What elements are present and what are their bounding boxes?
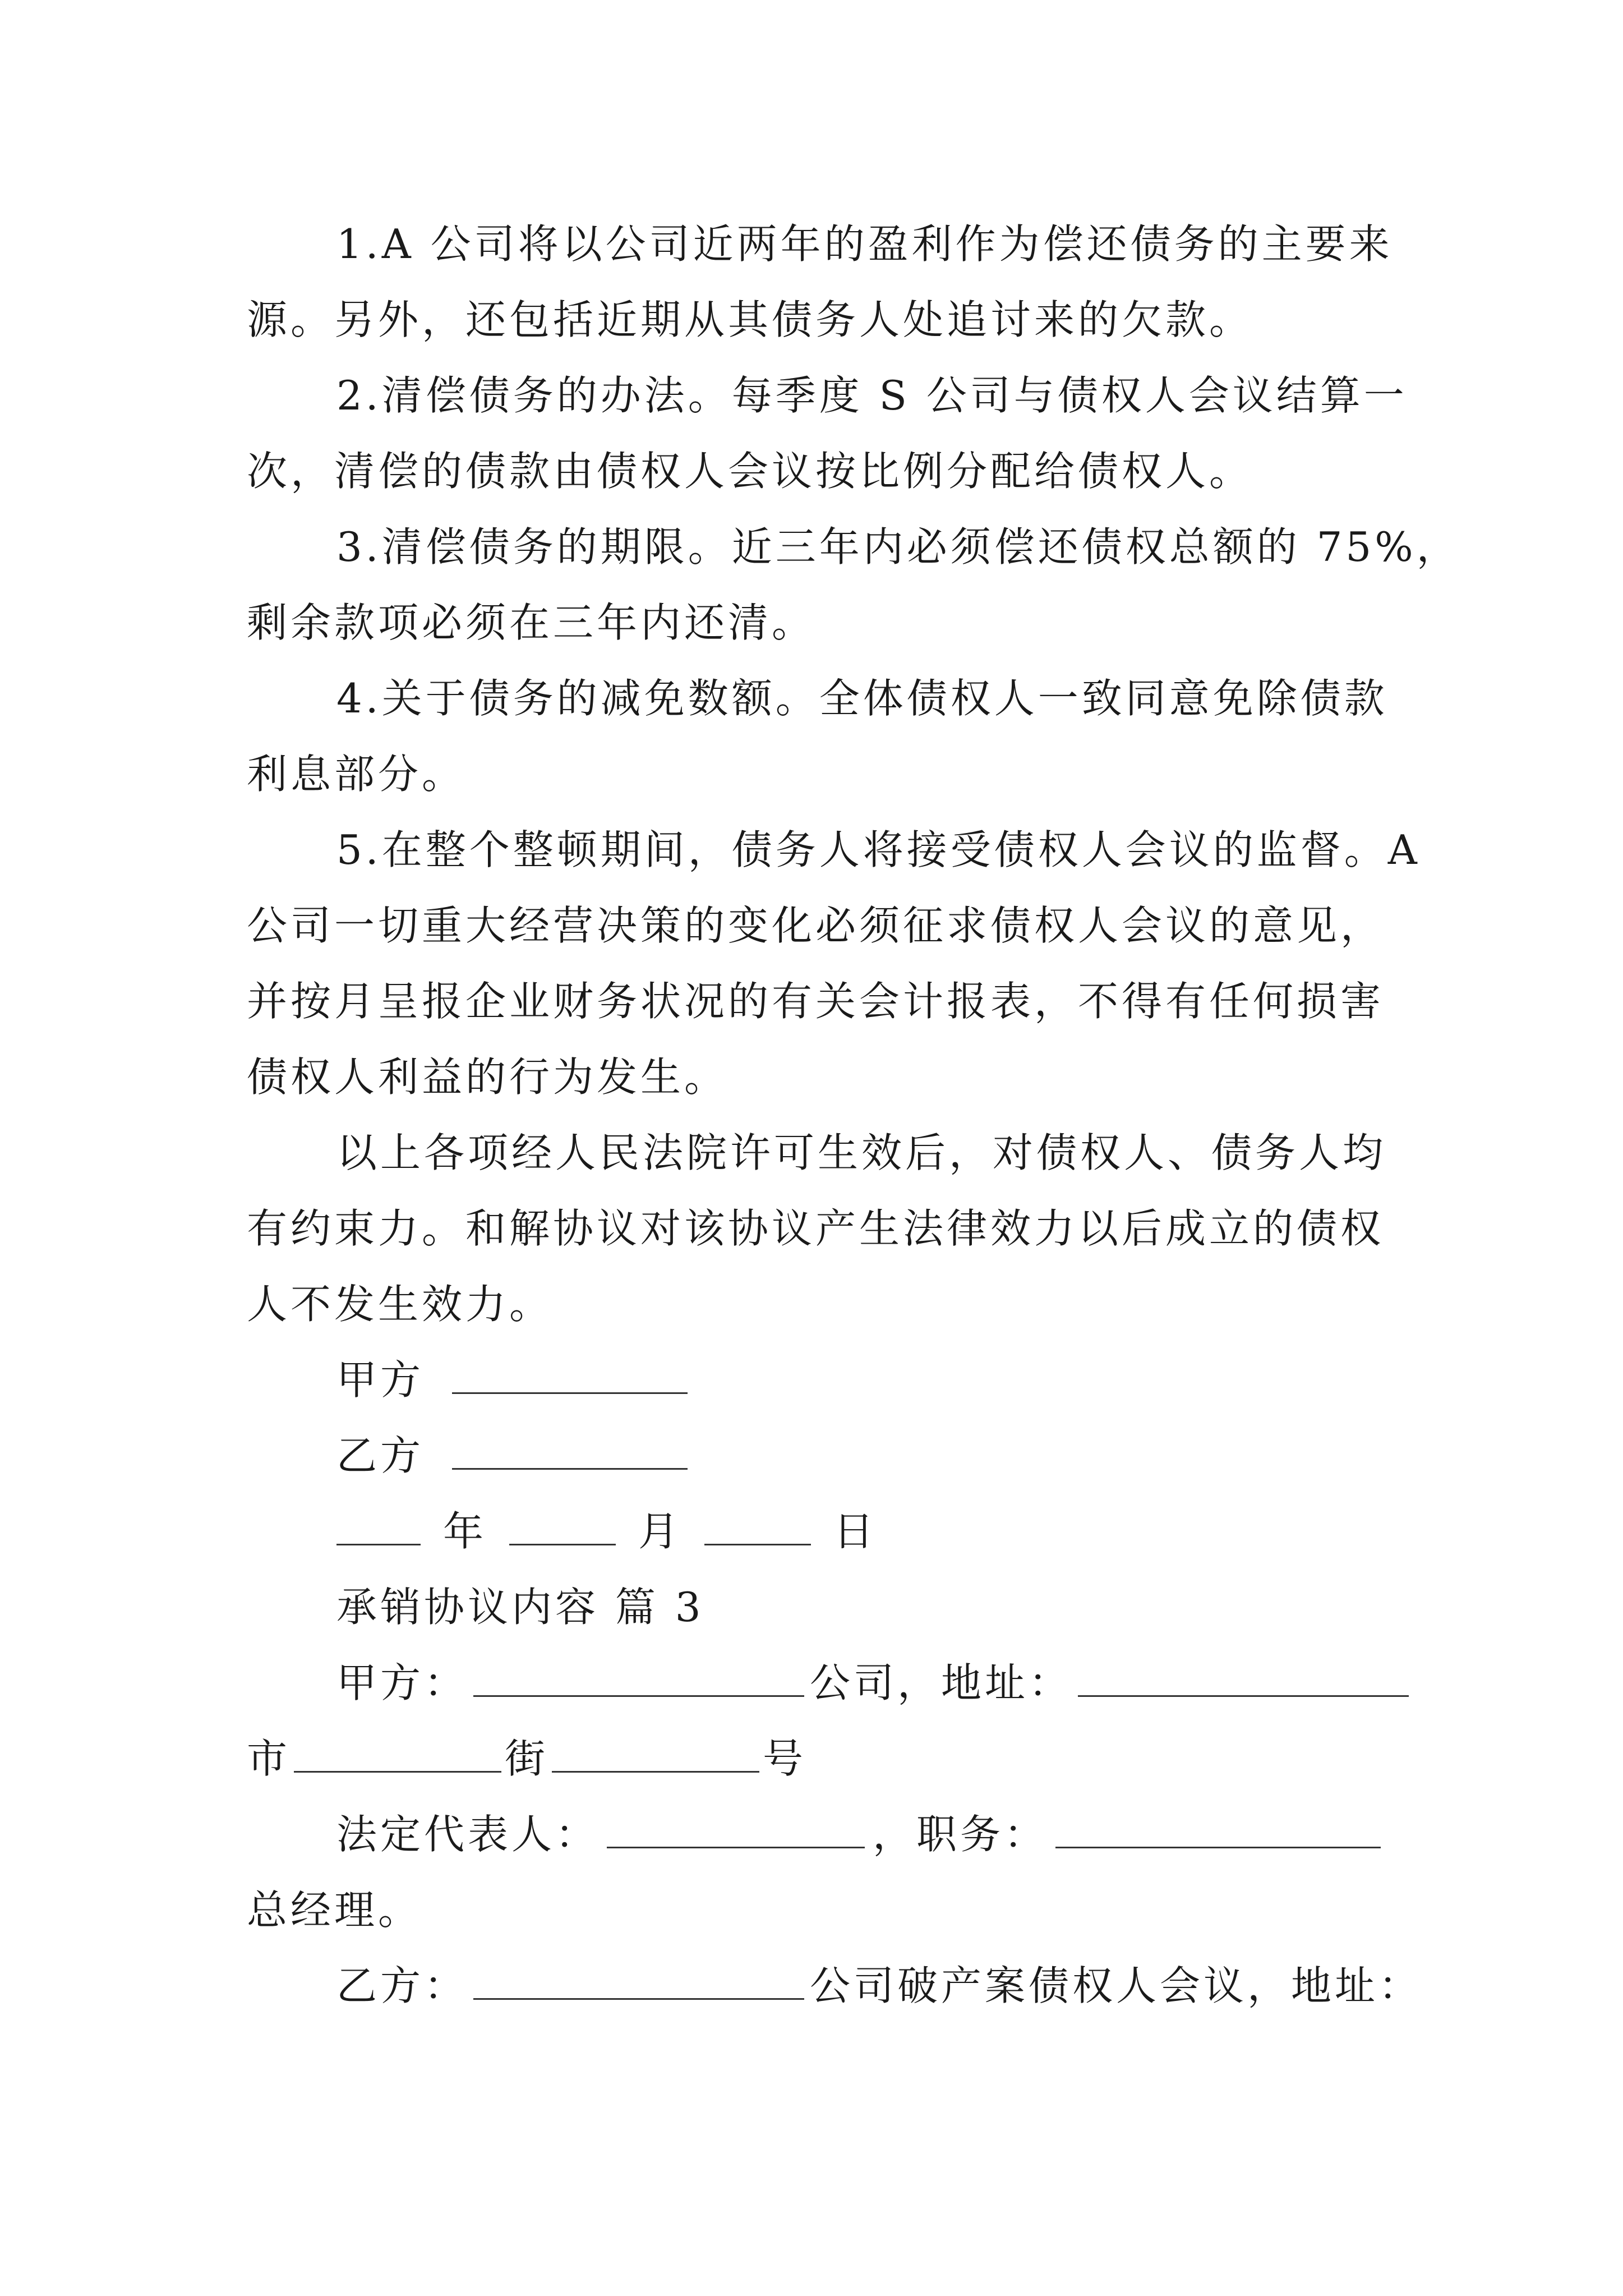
sign-party-a (336, 1352, 1509, 1408)
legal-rep-line (336, 1806, 1509, 1862)
title-line: 总经理。 (247, 1887, 422, 1934)
position-label: ，职务： (873, 1811, 1048, 1858)
date-month-blank[interactable] (509, 1503, 616, 1545)
sign-party-b-blank[interactable] (452, 1428, 688, 1470)
clause-4-line-2: 利息部分。 (247, 751, 466, 798)
city-label: 市 (247, 1735, 291, 1782)
date-month-label: 月 (638, 1508, 683, 1555)
legal-rep-label: 法定代表人： (336, 1811, 600, 1858)
party-b-suffix: 公司破产案债权人会议，地址： (810, 1962, 1423, 2009)
sign-party-a-blank[interactable] (452, 1352, 688, 1394)
party-b-line (336, 1958, 1509, 2014)
party-a-address-blank[interactable] (1078, 1655, 1409, 1697)
date-year-label: 年 (443, 1508, 487, 1555)
clause-5-line-2: 公司一切重大经营决策的变化必须征求债权人会议的意见， (247, 902, 1385, 949)
sign-party-b (336, 1428, 1509, 1484)
date-day-label: 日 (833, 1508, 878, 1555)
date-day-blank[interactable] (704, 1503, 811, 1545)
clause-3-line-1: 3.清偿债务的期限。近三年内必须偿还债权总额的 75%， (336, 523, 1460, 570)
clause-4-line-1: 4.关于债务的减免数额。全体债权人一致同意免除债款 (336, 675, 1388, 722)
clause-5-line-4: 债权人利益的行为发生。 (247, 1053, 728, 1101)
party-a-label: 甲方： (336, 1659, 468, 1706)
party-a-company-line (336, 1655, 1509, 1711)
party-a-address-line (247, 1731, 1419, 1787)
number-label: 号 (763, 1735, 807, 1782)
number-blank[interactable] (552, 1731, 759, 1773)
section-heading: 承销协议内容 篇 3 (336, 1584, 704, 1631)
party-a-company-suffix: 公司，地址： (810, 1659, 1073, 1706)
clause-5-line-1: 5.在整个整顿期间，债务人将接受债权人会议的监督。A (336, 826, 1421, 873)
clause-3-line-2: 剩余款项必须在三年内还清。 (247, 599, 816, 646)
clause-5-line-3: 并按月呈报企业财务状况的有关会计报表，不得有任何损害 (247, 978, 1385, 1025)
position-blank[interactable] (1055, 1806, 1381, 1848)
effect-line-3: 人不发生效力。 (247, 1281, 554, 1328)
party-a-company-blank[interactable] (473, 1655, 804, 1697)
date-year-blank[interactable] (336, 1503, 421, 1545)
clause-1-line-1: 1.A 公司将以公司近两年的盈利作为偿还债务的主要来 (336, 220, 1393, 268)
street-label: 街 (505, 1735, 549, 1782)
clause-1-line-2: 源。另外，还包括近期从其债务人处追讨来的欠款。 (247, 296, 1253, 343)
sign-date (336, 1503, 1509, 1559)
legal-rep-blank[interactable] (607, 1806, 865, 1848)
sign-party-b-label: 乙方 (336, 1432, 425, 1479)
sign-party-a-label: 甲方 (336, 1356, 425, 1404)
clause-2-line-1: 2.清偿债务的办法。每季度 S 公司与债权人会议结算一 (336, 372, 1408, 419)
party-b-label: 乙方： (336, 1962, 468, 2009)
effect-line-2: 有约束力。和解协议对该协议产生法律效力以后成立的债权 (247, 1205, 1385, 1252)
clause-2-line-2: 次，清偿的债款由债权人会议按比例分配给债权人。 (247, 448, 1253, 495)
party-b-company-blank[interactable] (473, 1958, 804, 2000)
street-blank[interactable] (294, 1731, 501, 1773)
effect-line-1: 以上各项经人民法院许可生效后，对债权人、债务人均 (336, 1129, 1387, 1176)
